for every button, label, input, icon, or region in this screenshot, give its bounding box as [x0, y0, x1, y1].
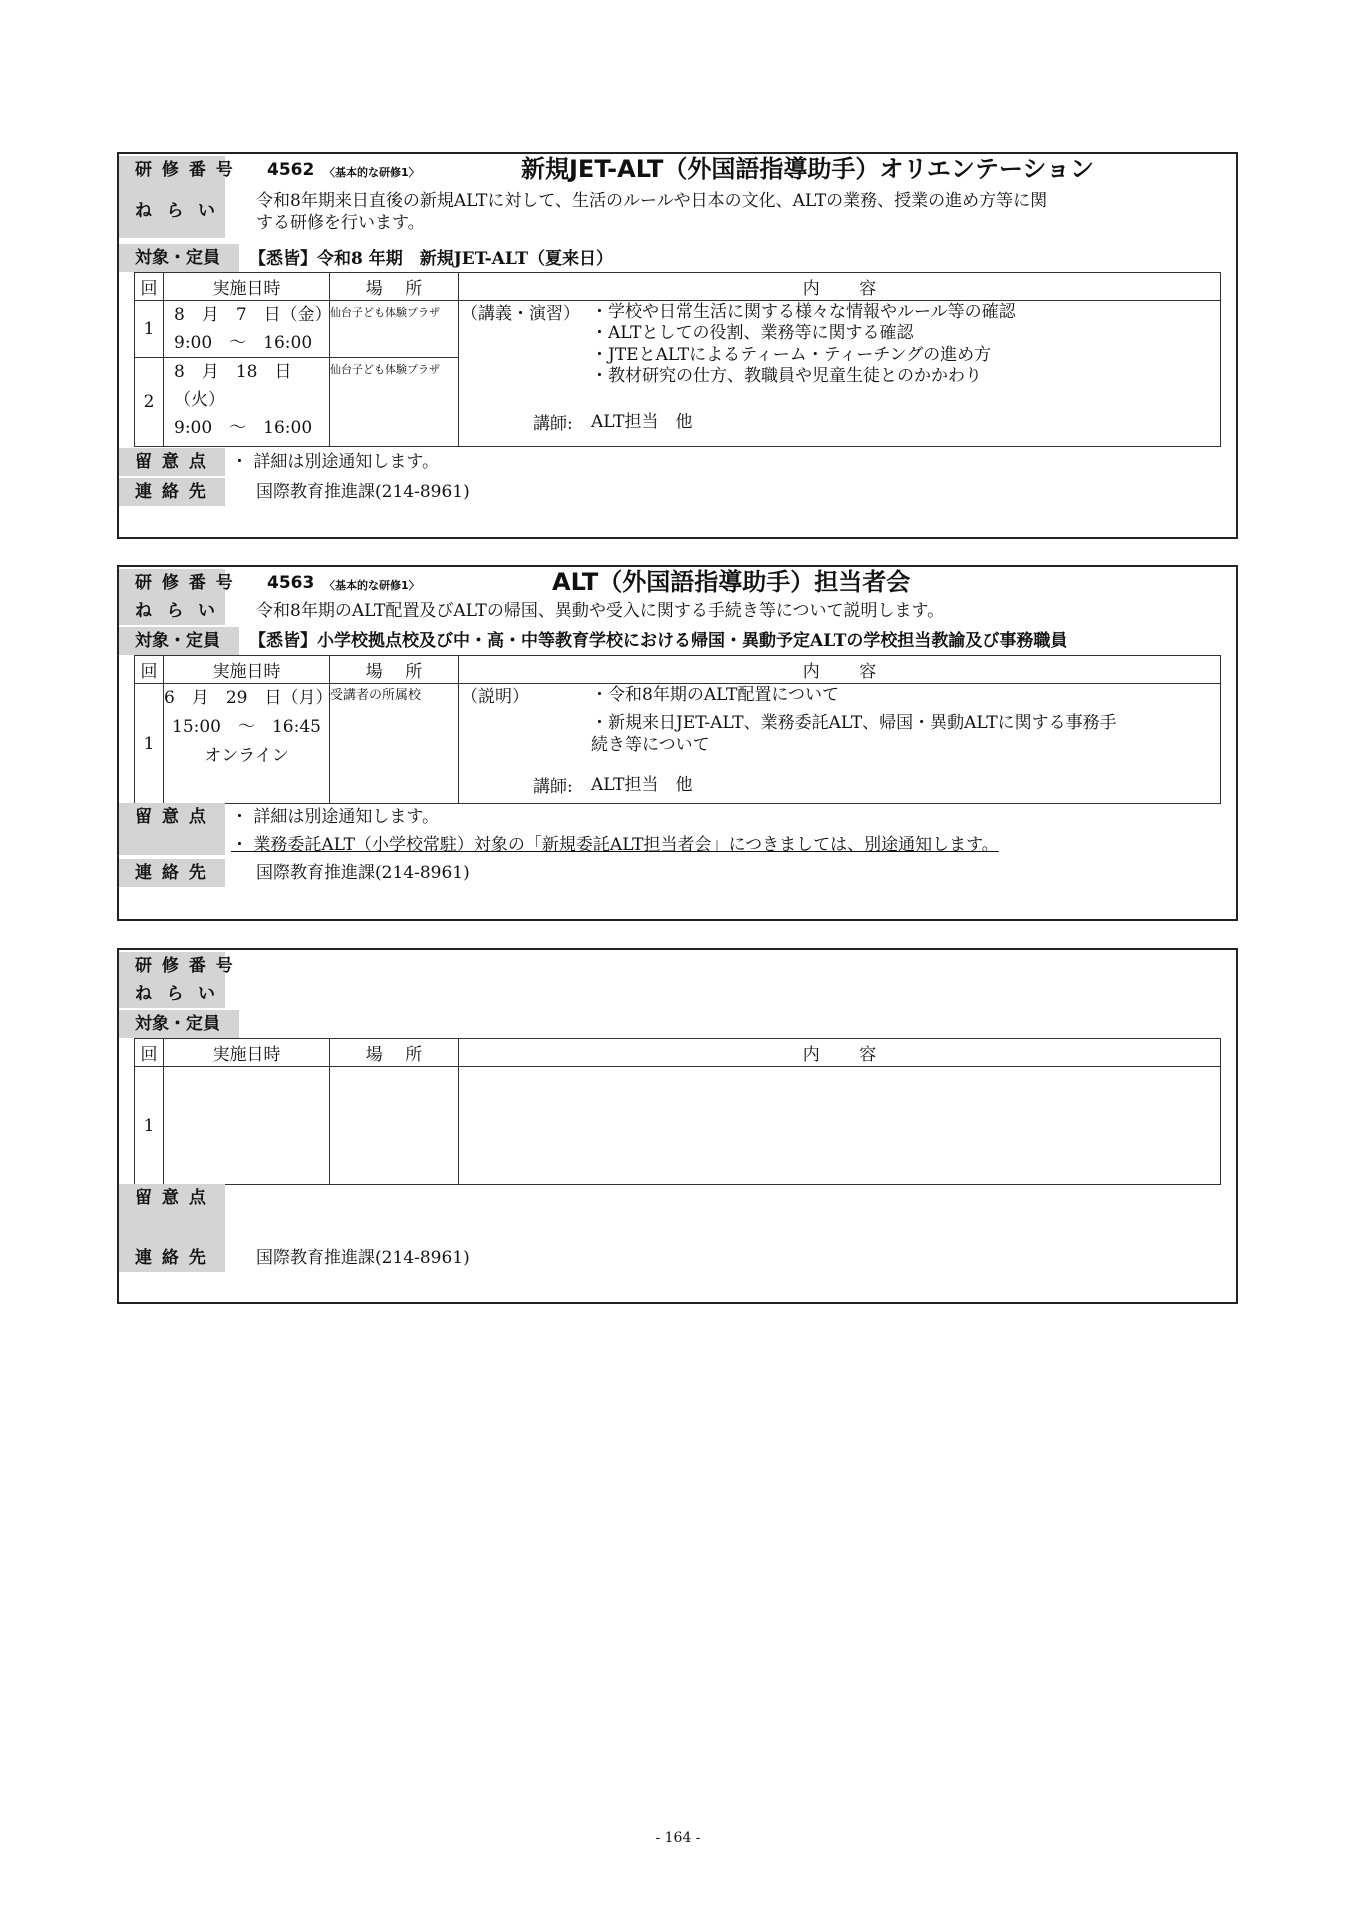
session-datetime: 6 月 29 日（月） 15:00 ～ 16:45 オンライン [164, 684, 330, 804]
label-notes-ext [119, 831, 225, 855]
course-number: 4562 [267, 160, 315, 180]
schedule-table [134, 655, 1221, 804]
label-aim: ね ら い [119, 184, 225, 238]
session-datetime: 8 月 7 日（金） 9:00 ～ 16:00 [164, 301, 330, 358]
col-place: 場 所 [330, 1039, 459, 1067]
session-datetime [164, 1067, 330, 1185]
lecturer: ALT担当 他 [591, 412, 693, 432]
course-block-4563 [117, 565, 1238, 921]
lecturer: ALT担当 他 [591, 775, 693, 795]
label-contact: 連 絡 先 [119, 859, 225, 887]
table-row [135, 1067, 1221, 1185]
course-aim-line2: する研修を行います。 [256, 213, 425, 233]
label-notes: 留 意 点 [119, 1184, 225, 1244]
lecturer-label: 講師: [533, 414, 573, 434]
table-row [135, 301, 1221, 358]
label-target: 対象・定員 [119, 1010, 239, 1038]
session-place: 仙台子ども体験プラザ [330, 301, 459, 358]
label-aim: ね ら い [119, 980, 225, 1008]
content-item: 続き等について [591, 735, 710, 755]
course-target: 【悉皆】令和8 年期 新規JET-ALT（夏来日） [249, 249, 614, 269]
col-place: 場 所 [330, 656, 459, 684]
schedule-table [134, 1038, 1221, 1185]
label-course-number: 研 修 番 号 [119, 156, 225, 184]
label-course-number: 研 修 番 号 [119, 952, 225, 980]
schedule-table [134, 272, 1221, 447]
label-aim: ね ら い [119, 597, 225, 625]
col-round: 回 [135, 656, 164, 684]
session-place: 仙台子ども体験プラザ [330, 358, 459, 447]
course-note: ・ 詳細は別途通知します。 [231, 452, 440, 472]
col-place: 場 所 [330, 273, 459, 301]
session-place [330, 1067, 459, 1185]
label-target: 対象・定員 [119, 627, 239, 655]
course-contact: 国際教育推進課(214-8961) [256, 1248, 470, 1268]
content-item: ・教材研究の仕方、教職員や児童生徒とのかかわり [591, 366, 982, 386]
course-block-empty [117, 948, 1238, 1304]
label-course-number: 研 修 番 号 [119, 569, 225, 597]
session-round: 1 [135, 684, 164, 804]
col-content: 内 容 [459, 656, 1221, 684]
col-round: 回 [135, 1039, 164, 1067]
course-note: ・ 業務委託ALT（小学校常駐）対象の「新規委託ALT担当者会」につきましては、別途通知します。 [231, 835, 999, 855]
course-title: 新規JET-ALT（外国語指導助手）オリエンテーション [521, 155, 1094, 183]
session-place: 受講者の所属校 [330, 684, 459, 804]
course-note: ・ 詳細は別途通知します。 [231, 807, 440, 827]
content-method: （講義・演習） [461, 304, 580, 324]
course-contact: 国際教育推進課(214-8961) [256, 482, 470, 502]
label-notes: 留 意 点 [119, 803, 225, 831]
session-round: 2 [135, 358, 164, 447]
course-aim-line1: 令和8年期来日直後の新規ALTに対して、生活のルールや日本の文化、ALTの業務、授業の進め方等に関 [256, 191, 1048, 211]
content-item: ・令和8年期のALT配置について [591, 685, 839, 705]
col-content: 内 容 [459, 1039, 1221, 1067]
content-item: ・ALTとしての役割、業務等に関する確認 [591, 323, 914, 343]
course-category: 〈基本的な研修1〉 [324, 579, 420, 592]
label-target: 対象・定員 [119, 244, 239, 272]
label-contact: 連 絡 先 [119, 478, 225, 506]
table-row [135, 684, 1221, 804]
session-round: 1 [135, 301, 164, 358]
col-date: 実施日時 [164, 1039, 330, 1067]
course-title: ALT（外国語指導助手）担当者会 [552, 568, 911, 596]
label-contact: 連 絡 先 [119, 1244, 225, 1272]
col-content: 内 容 [459, 273, 1221, 301]
col-date: 実施日時 [164, 273, 330, 301]
session-content [459, 684, 1221, 804]
course-category: 〈基本的な研修1〉 [324, 166, 420, 179]
course-block-4562 [117, 152, 1238, 539]
course-target: 【悉皆】小学校拠点校及び中・高・中等教育学校における帰国・異動予定ALTの学校担当教諭及び事務職員 [249, 631, 1068, 651]
course-aim-line1: 令和8年期のALT配置及びALTの帰国、異動や受入に関する手続き等について説明します。 [256, 601, 945, 621]
course-number: 4563 [267, 573, 315, 593]
session-content [459, 301, 1221, 447]
course-contact: 国際教育推進課(214-8961) [256, 863, 470, 883]
col-round: 回 [135, 273, 164, 301]
col-date: 実施日時 [164, 656, 330, 684]
page-number: - 164 - [655, 1830, 701, 1846]
content-item: ・JTEとALTによるティーム・ティーチングの進め方 [591, 345, 992, 365]
lecturer-label: 講師: [533, 777, 573, 797]
session-round: 1 [135, 1067, 164, 1185]
content-item: ・学校や日常生活に関する様々な情報やルール等の確認 [591, 302, 1016, 322]
content-method: （説明） [461, 687, 529, 707]
label-notes: 留 意 点 [119, 448, 225, 476]
content-item: ・新規来日JET-ALT、業務委託ALT、帰国・異動ALTに関する事務手 [591, 713, 1117, 733]
session-content [459, 1067, 1221, 1185]
session-datetime: 8 月 18 日（火） 9:00 ～ 16:00 [164, 358, 330, 447]
